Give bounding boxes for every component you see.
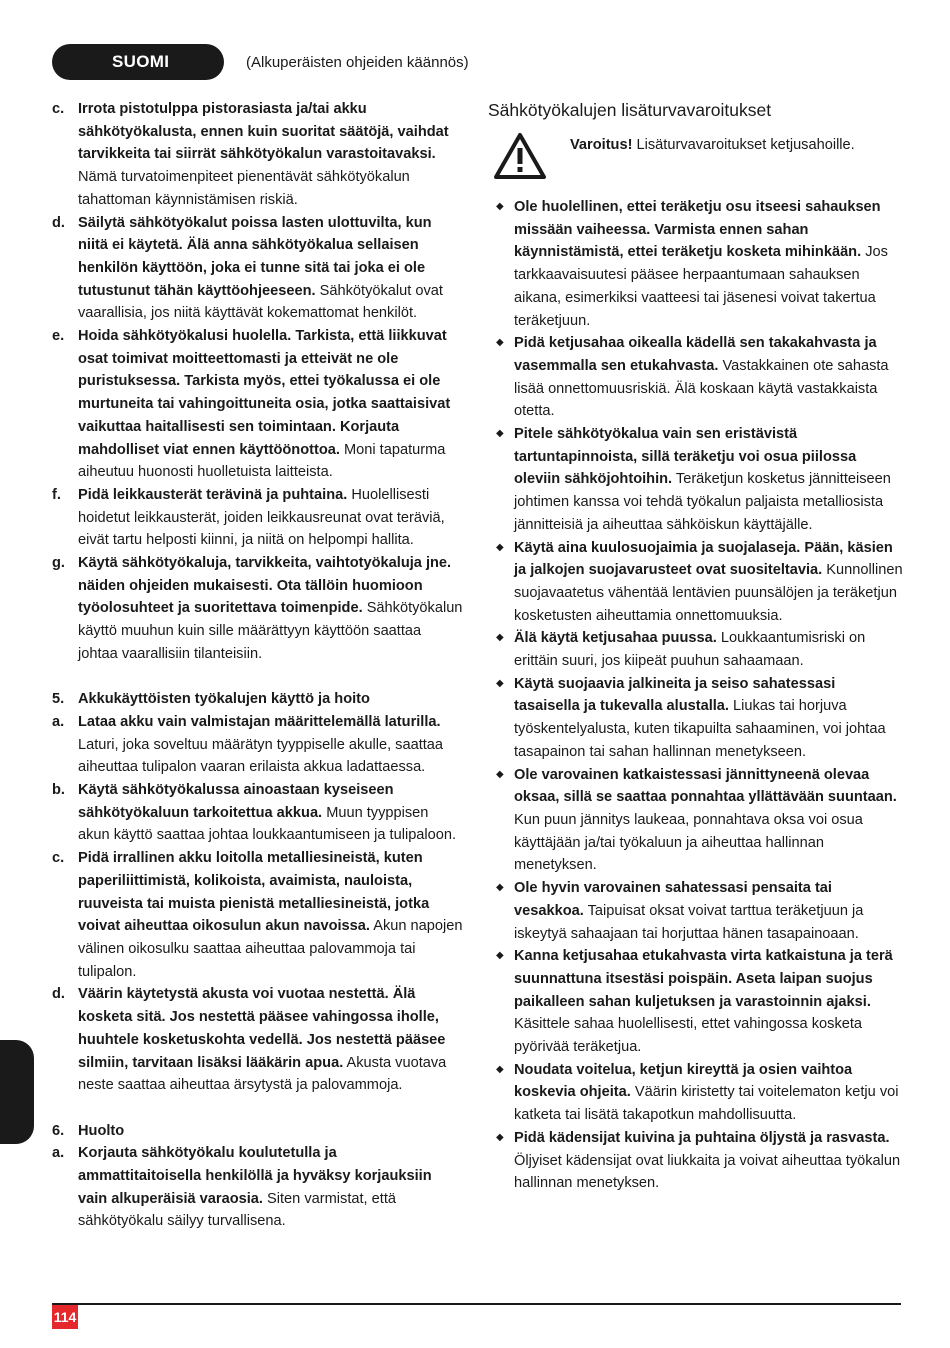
- item-text: Akun napojen välinen oikosulku saattaa aiheuttaa palovammoja tai tulipalon.: [78, 918, 463, 980]
- bullet-text: Öljyiset kädensijat ovat liukkaita ja voivat aiheuttaa työkalun hallinnan menetyksen.: [514, 1152, 901, 1192]
- item-label: a.: [52, 713, 65, 730]
- bullet-diamond-icon: ◆: [496, 541, 504, 553]
- item-label: b.: [52, 782, 65, 799]
- language-label: SUOMI: [112, 52, 170, 71]
- bullet-item: [488, 423, 903, 537]
- safety-bullet-list: [488, 196, 903, 1195]
- instruction-g: [52, 552, 464, 666]
- item-text: Akusta vuotava neste saattaa aiheuttaa ärsytystä ja palovammoja.: [78, 1054, 447, 1094]
- item-text: Muun tyyppisen akun käyttö saattaa johtaa loukkaantumiseen ja tulipaloon.: [78, 804, 457, 844]
- bullet-bold-text: Pidä ketjusahaa oikealla kädellä sen takakahvasta ja vasemmalla sen etukahvasta.: [514, 335, 877, 374]
- translation-note: (Alkuperäisten ohjeiden käännös): [246, 54, 469, 71]
- item-bold-text: Käytä sähkötyökalussa ainoastaan kyseiseen sähkötyökaluun tarkoitettua akkua.: [78, 782, 394, 821]
- bullet-item: [488, 627, 903, 672]
- bullet-text: Väärin kiristetty tai voitelematon ketju voi katketa tai lisätä takapotkun mahdollisuutta.: [514, 1084, 899, 1124]
- item-bold-text: Pidä irrallinen akku loitolla metalliesineistä, kuten paperiliittimistä, kolikoista, avaimista, nauloista, ruuveista tai muista pienistä metalliesineistä, jotka voivat aiheuttaa oikosulun akun navoissa.: [78, 850, 430, 935]
- instruction-d: [52, 212, 464, 326]
- instruction-5a: [52, 711, 464, 779]
- bullet-text: Liukas tai horjuva työskentelyalusta, kuten tikapuilta sahaaminen, voi johtaa tasapainon tai sahan hallinnan menetykseen.: [514, 698, 886, 760]
- footer-rule: [52, 1303, 901, 1305]
- bullet-bold-text: Kanna ketjusahaa etukahvasta virta katkaistuna ja terä suunnattuna itsestäsi poispäin. Aseta laipan suojus paikalleen sahan kuljetuksen ja varastoinnin ajaksi.: [514, 948, 893, 1010]
- bullet-text: Kunnollinen suojavaatetus vähentää lentävien puunsälöjen ja teräketjun kosketusten aiheuttamia onnettomuuksia.: [514, 562, 903, 624]
- bullet-bold-text: Noudata voitelua, ketjun kireyttä ja osien vaihtoa koskevia ohjeita.: [514, 1061, 853, 1101]
- item-text: Huolellisesti hoidetut leikkausterät, joiden leikkausreunat ovat teräviä, eivät tartu helposti kiinni, ja niitä on helpompi hallita.: [78, 486, 445, 549]
- bullet-item: [488, 877, 903, 945]
- bullet-diamond-icon: ◆: [496, 632, 504, 644]
- item-bold-text: Korjauta sähkötyökalu koulutetulla ja ammattitaitoisella henkilöllä ja hyväksy korjauksiin vain alkuperäisiä varaosia.: [78, 1145, 432, 1207]
- section-title: Akkukäyttöisten työkalujen käyttö ja hoito: [78, 691, 370, 708]
- bullet-diamond-icon: ◆: [496, 950, 504, 962]
- item-bold-text: Väärin käytetystä akusta voi vuotaa nestettä. Älä kosketa sitä. Jos nestettä pääsee vahingossa iholle, huuhtele kosketuskohta vedellä. Jos nestettä pääsee silmiin, tarvitaan lisäksi lääkärin apua.: [78, 986, 446, 1071]
- bullet-bold-text: Pidä kädensijat kuivina ja puhtaina öljystä ja rasvasta.: [514, 1129, 890, 1146]
- bullet-text: Teräketjun kosketus jännitteiseen johtimen kanssa voi tehdä työkalun paljaista metalliosista jännitteisiä ja aiheuttaa sähköiskun käyttäjälle.: [514, 471, 891, 533]
- instruction-e: [52, 325, 464, 484]
- bullet-text: Käsittele sahaa huolellisesti, ettet vahingossa kosketa pyörivää teräketjua.: [514, 1016, 863, 1056]
- bullet-item: [488, 945, 903, 1059]
- instruction-f: [52, 484, 464, 552]
- bullet-item: [488, 332, 903, 423]
- bullet-item: [488, 673, 903, 764]
- bullet-text: Vastakkainen ote sahasta lisää onnettomuusriskiä. Älä koskaan käytä vastakkaista otetta.: [514, 357, 889, 420]
- bullet-bold-text: Käytä suojaavia jalkineita ja seiso sahatessasi tasaisella ja tukevalla alustalla.: [514, 675, 836, 715]
- item-bold-text: Säilytä sähkötyökalut poissa lasten ulottuvilta, kun niitä ei käytetä. Älä anna sähkötyökalua sellaisen henkilön käyttöön, joka ei tunne sitä tai joka ei ole tutustunut tähän käyttöohjeeseen.: [78, 214, 432, 299]
- spacer: [52, 1097, 464, 1120]
- language-badge: [52, 44, 224, 80]
- page-number: 114: [52, 1305, 78, 1329]
- instruction-5b: [52, 779, 464, 847]
- item-label: f.: [52, 486, 61, 503]
- item-bold-text: Hoida sähkötyökalusi huolella. Tarkista, että liikkuvat osat toimivat moitteettomasti ja etteivät ne ole puristuksessa. Tarkista myös, ettei työkalussa ei ole murtuneita tai vahingoittuneita osia, jotka saattaisivat vaikuttaa haitallisesti sen toimintaan. Korjauta mahdolliset viat ennen käyttöönottoa.: [78, 328, 451, 458]
- item-label: c.: [52, 101, 65, 117]
- warning-text: Lisäturvavaroitukset ketjusahoille.: [636, 137, 855, 153]
- section-number: 5.: [52, 691, 65, 708]
- item-label: a.: [52, 1145, 65, 1162]
- bullet-diamond-icon: ◆: [496, 1063, 504, 1075]
- bullet-bold-text: Pitele sähkötyökalua vain sen eristävistä tartuntapinnoista, sillä teräketju voi osua piilossa oleviin sähköjohtoihin.: [514, 426, 857, 488]
- item-label: d.: [52, 214, 65, 231]
- section-number: 6.: [52, 1122, 65, 1139]
- bullet-bold-text: Älä käytä ketjusahaa puussa.: [514, 630, 717, 647]
- bullet-text: Loukkaantumisriski on erittäin suuri, jos kiipeät puuhun sahaamaan.: [514, 630, 866, 670]
- item-text: Sähkötyökalun käyttö muuhun kuin sille määrättyyn käyttöön saattaa johtaa vaarallisiin tilanteisiin.: [78, 600, 463, 662]
- bullet-item: [488, 764, 903, 878]
- item-text: Nämä turvatoimenpiteet pienentävät sähkötyökalun tahattoman käynnistämisen riskiä.: [78, 169, 410, 208]
- item-bold-text: Irrota pistotulppa pistorasiasta ja/tai akku sähkötyökalusta, ennen kuin suoritat säätöjä, vaihdat tarvikkeita tai siirrät sähkötyökalun varastoitavaksi.: [78, 101, 449, 163]
- item-text: Siten varmistat, että sähkötyökalu säilyy turvallisena.: [78, 1190, 396, 1230]
- warning-triangle-icon: [494, 132, 546, 180]
- instruction-5d: [52, 983, 464, 1097]
- item-label: d.: [52, 986, 65, 1003]
- section-title: Huolto: [78, 1122, 125, 1139]
- bullet-item: [488, 537, 903, 628]
- bullet-diamond-icon: ◆: [496, 768, 504, 780]
- bullet-text: Jos tarkkaavaisuutesi pääsee herpaantumaan sahauksen aikana, esimerkiksi vaatteesi tai jäsenesi voivat takertua teräketjuun.: [514, 244, 888, 329]
- item-text: Sähkötyökalut ovat vaarallisia, jos niitä käyttävät kokemattomat henkilöt.: [78, 282, 443, 322]
- warning-label: Varoitus!: [570, 137, 633, 153]
- bullet-bold-text: Ole hyvin varovainen sahatessasi pensaita tai vesakkoa.: [514, 880, 832, 919]
- warning-row: [488, 132, 903, 180]
- item-bold-text: Käytä sähkötyökaluja, tarvikkeita, vaihtotyökaluja jne. näiden ohjeiden mukaisesti. Ota tällöin huomioon työolosuhteet ja suoritettava toimenpide.: [78, 555, 452, 617]
- item-text: Laturi, joka soveltuu määrätyn tyyppiselle akulle, saattaa aiheuttaa tulipalon vaaran erilaista akkua ladattaessa.: [78, 736, 444, 776]
- bullet-diamond-icon: ◆: [496, 882, 504, 894]
- bullet-bold-text: Ole varovainen katkaistessasi jännittyneenä olevaa oksaa, sillä se saattaa ponnahtaa yllättävään suuntaan.: [514, 766, 897, 806]
- bullet-diamond-icon: ◆: [496, 337, 504, 349]
- item-text: Moni tapaturma aiheutuu huonosti huolletuista laitteista.: [78, 441, 446, 481]
- instruction-5c: [52, 847, 464, 983]
- bullet-bold-text: Ole huolellinen, ettei teräketju osu itseesi sahauksen missään vaiheessa. Varmista ennen sahan käynnistämistä, ettei teräketju kosketa mihinkään.: [514, 199, 881, 261]
- bullet-item: [488, 196, 903, 332]
- instruction-6a: [52, 1142, 464, 1233]
- section-heading: Sähkötyökalujen lisäturvavaroitukset: [488, 100, 772, 120]
- bullet-diamond-icon: ◆: [496, 1131, 504, 1143]
- section-5-heading: [52, 688, 464, 711]
- section-tab-marker: [0, 1040, 34, 1144]
- bullet-diamond-icon: ◆: [496, 201, 504, 212]
- bullet-diamond-icon: ◆: [496, 428, 504, 440]
- instruction-c: [52, 98, 464, 212]
- item-bold-text: Lataa akku vain valmistajan määrittelemällä laturilla.: [78, 713, 441, 730]
- spacer: [52, 666, 464, 689]
- bullet-diamond-icon: ◆: [496, 677, 504, 689]
- bullet-text: Taipuisat oksat voivat tarttua teräketjuun ja iskeytyä sahaajaan tai horjuttaa hänen tasapainoaan.: [514, 902, 864, 942]
- bullet-bold-text: Käytä aina kuulosuojaimia ja suojalaseja. Pään, käsien ja jalkojen suojavarusteet ovat suositeltavia.: [514, 539, 893, 579]
- left-column: [52, 98, 464, 1233]
- section-6-heading: [52, 1120, 464, 1143]
- right-column: [488, 98, 903, 1195]
- item-label: c.: [52, 850, 65, 867]
- item-label: g.: [52, 555, 65, 572]
- item-bold-text: Pidä leikkausterät terävinä ja puhtaina.: [78, 486, 348, 503]
- item-label: e.: [52, 328, 65, 345]
- bullet-item: [488, 1127, 903, 1195]
- bullet-item: [488, 1059, 903, 1127]
- bullet-text: Kun puun jännitys laukeaa, ponnahtava oksa voi osua käyttäjään ja/tai työkaluun ja aiheuttaa hallinnan menetyksen.: [514, 811, 863, 874]
